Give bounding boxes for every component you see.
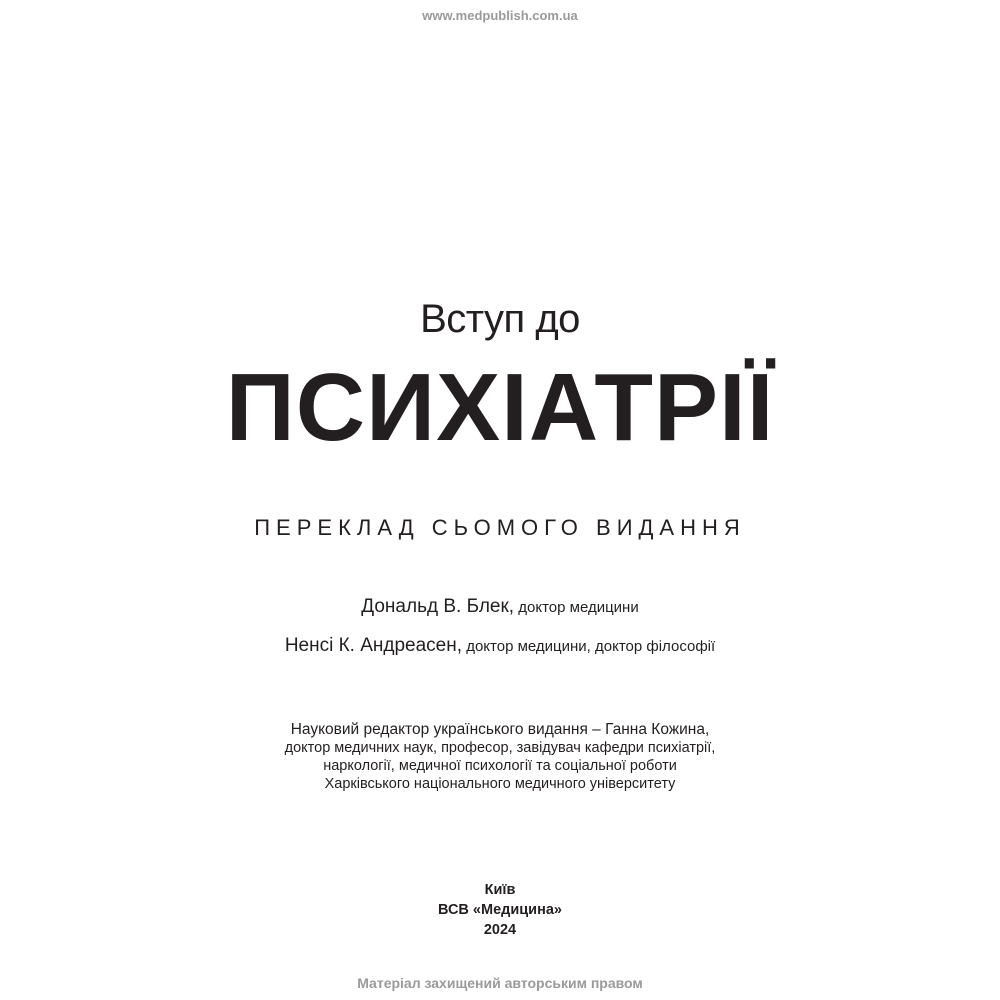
author-line-2: [0, 635, 1000, 657]
edition-label: ПЕРЕКЛАД СЬОМОГО ВИДАННЯ: [254, 515, 746, 540]
copyright-note: Матеріал захищений авторським правом: [357, 975, 643, 991]
author-name-1: Дональд В. Блек,: [361, 596, 515, 617]
author-degree-2: доктор медицини, доктор філософії: [462, 638, 716, 655]
scientific-editor-block: [0, 721, 1000, 793]
publisher-block: [0, 880, 1000, 940]
author-degree-1: доктор медицини: [514, 599, 639, 616]
editor-line-1: Науковий редактор українського видання – Ганна Кожина,: [290, 721, 710, 738]
editor-line-3: наркології, медичної психології та соціальної роботи: [323, 758, 677, 774]
book-title-main: ПСИХІАТРІЇ: [225, 354, 775, 461]
author-line-1: [0, 596, 1000, 618]
publisher-name: ВСВ «Медицина»: [438, 902, 562, 918]
editor-line-4: Харківського національного медичного університету: [324, 776, 676, 792]
publisher-city: Київ: [484, 882, 516, 898]
book-title-prefix: Вступ до: [420, 297, 580, 341]
publication-year: 2024: [483, 922, 517, 938]
editor-line-2: доктор медичних наук, професор, завідувач кафедри психіатрії,: [284, 740, 716, 756]
author-name-2: Ненсі К. Андреасен,: [284, 635, 463, 656]
header-url: www.medpublish.com.ua: [422, 8, 578, 23]
